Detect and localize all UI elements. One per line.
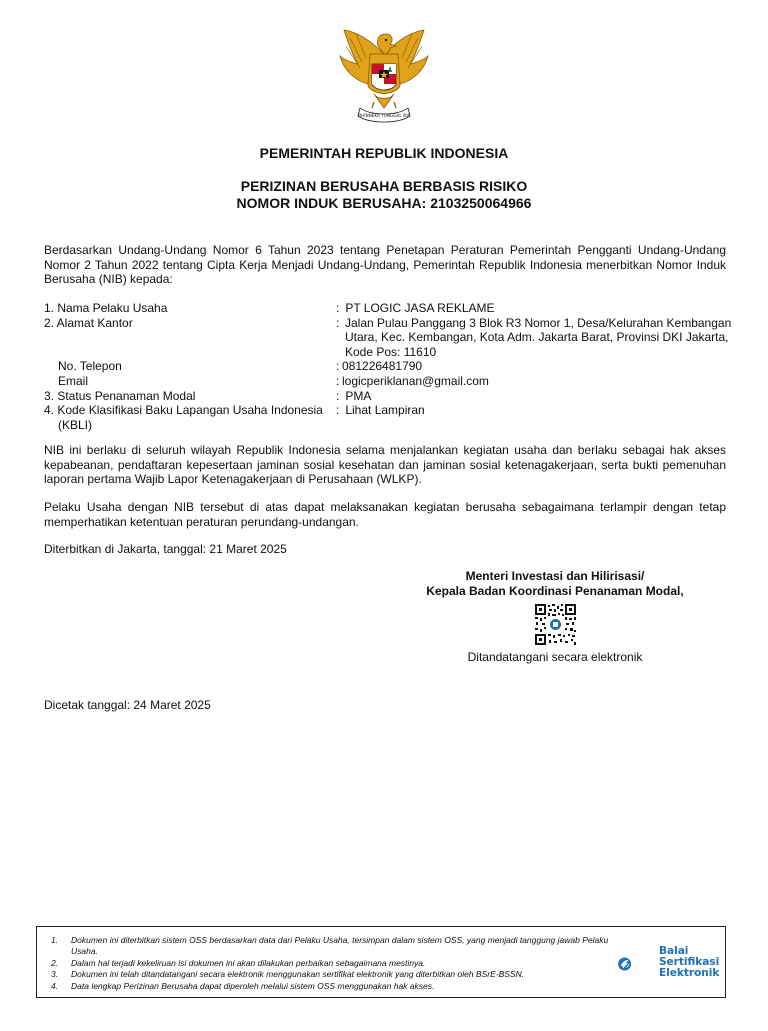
permit-title: PERIZINAN BERUSAHA BERBASIS RISIKO — [240, 178, 528, 194]
nama-label: 1. Nama Pelaku Usaha — [44, 301, 168, 315]
status-value: PMA — [345, 388, 372, 403]
bsre-line1: Balai — [659, 945, 689, 957]
kbli-value: Lihat Lampiran — [345, 403, 425, 418]
email-label: Email — [58, 373, 89, 388]
footer-note: 4. Data lengkap Perizinan Berusaha dapat diperoleh melalui sistem OSS menggunakan hak akses. — [51, 980, 435, 991]
footer-note: 2. Dalam hal terjadi kekeliruan isi dokumen ini akan dilakukan perbaikan sebagaimana mestinya. — [51, 957, 426, 968]
colon: : — [336, 373, 340, 388]
colon: : — [336, 403, 340, 418]
field-row-telepon — [44, 359, 734, 374]
nama-value: PT LOGIC JASA REKLAME — [345, 301, 495, 315]
field-row-status — [44, 389, 734, 404]
government-heading: PEMERINTAH REPUBLIK INDONESIA — [259, 145, 509, 161]
garuda-emblem-icon — [334, 24, 434, 128]
field-row-kbli — [44, 403, 734, 432]
printed-date: Dicetak tanggal: 24 Maret 2025 — [44, 698, 211, 712]
field-row-alamat — [44, 316, 734, 360]
colon: : — [336, 315, 340, 330]
intro-paragraph: Berdasarkan Undang-Undang Nomor 6 Tahun 2023 tentang Penetapan Peraturan Pemerintah Pengganti Undang-Undang Nomor 2 Tahun 2022 tentang Cipta Kerja Menjadi Undang-Undang, Pemerintah Republik Indonesia menerbitkan Nomor Induk Berusaha (NIB) kepada: — [44, 243, 726, 287]
field-row-nama — [44, 301, 734, 316]
kbli-label — [44, 403, 336, 432]
pelaku-usaha-paragraph: Pelaku Usaha dengan NIB tersebut di atas dapat melaksanakan kegiatan berusaha sebagaimana terlampir dengan tetap memperhatikan ketentuan peraturan perundang-undangan. — [44, 500, 726, 529]
alamat-label: 2. Alamat Kantor — [44, 315, 133, 330]
bsre-logo-icon — [617, 943, 657, 985]
telepon-value: 081226481790 — [342, 359, 423, 374]
footer-note: 1. Dokumen ini diterbitkan sistem OSS berdasarkan data dari Pelaku Usaha, tersimpan dalam sistem OSS, yang menjadi tanggung jawab Pelaku Usaha. — [51, 935, 609, 957]
colon: : — [336, 359, 340, 374]
email-value: logicperiklanan@gmail.com — [342, 373, 489, 388]
signatory-title-line2: Kepala Badan Koordinasi Penanaman Modal, — [426, 584, 684, 598]
electronic-signature-note: Ditandatangani secara elektronik — [467, 650, 643, 664]
svg-text:BHINNEKA TUNGGAL IKA: BHINNEKA TUNGGAL IKA — [358, 113, 410, 118]
nib-validity-paragraph: NIB ini berlaku di seluruh wilayah Republik Indonesia selama menjalankan kegiatan usaha dan berlaku sebagai hak akses kepabeanan, pendaftaran kepesertaan jaminan sosial kesehatan dan jaminan sosial ketenagakerjaan, serta bukti pemenuhan laporan pertama Wajib Lapor Ketenagakerjaan di Perusahaan (WLKP). — [44, 443, 726, 487]
colon: : — [336, 388, 340, 403]
footer-note: 3. Dokumen ini telah ditandatangani secara elektronik menggunakan sertifikat elektronik yang diterbitkan oleh BSrE-BSSN. — [51, 969, 525, 980]
kbli-label-line2: (KBLI) — [58, 417, 93, 432]
field-row-email — [44, 374, 734, 389]
footer-notes-list — [51, 935, 617, 992]
issued-date: Diterbitkan di Jakarta, tanggal: 21 Maret 2025 — [44, 542, 287, 556]
telepon-label: No. Telepon — [58, 359, 122, 374]
qr-code-icon — [534, 603, 577, 646]
nib-number-title: NOMOR INDUK BERUSAHA: 2103250064966 — [236, 195, 532, 211]
alamat-value: Jalan Pulau Panggang 3 Blok R3 Nomor 1, Desa/Kelurahan Kembangan Utara, Kec. Kembangan, Kota Adm. Jakarta Barat, Provinsi DKI Jakarta, Kode Pos: 11610 — [345, 315, 732, 359]
footer-notes-box — [36, 926, 726, 998]
colon: : — [336, 301, 340, 315]
bsre-line3: Elektronik — [659, 967, 720, 979]
status-label: 3. Status Penanaman Modal — [44, 388, 196, 403]
business-fields — [44, 301, 734, 432]
bsre-line2: Sertifikasi — [659, 956, 720, 968]
signatory-title-line1: Menteri Investasi dan Hilirisasi/ — [465, 569, 645, 583]
kbli-label-line1: 4. Kode Klasifikasi Baku Lapangan Usaha Indonesia — [44, 403, 323, 418]
bsre-logo-text — [659, 946, 719, 979]
signatory-title — [400, 569, 710, 599]
